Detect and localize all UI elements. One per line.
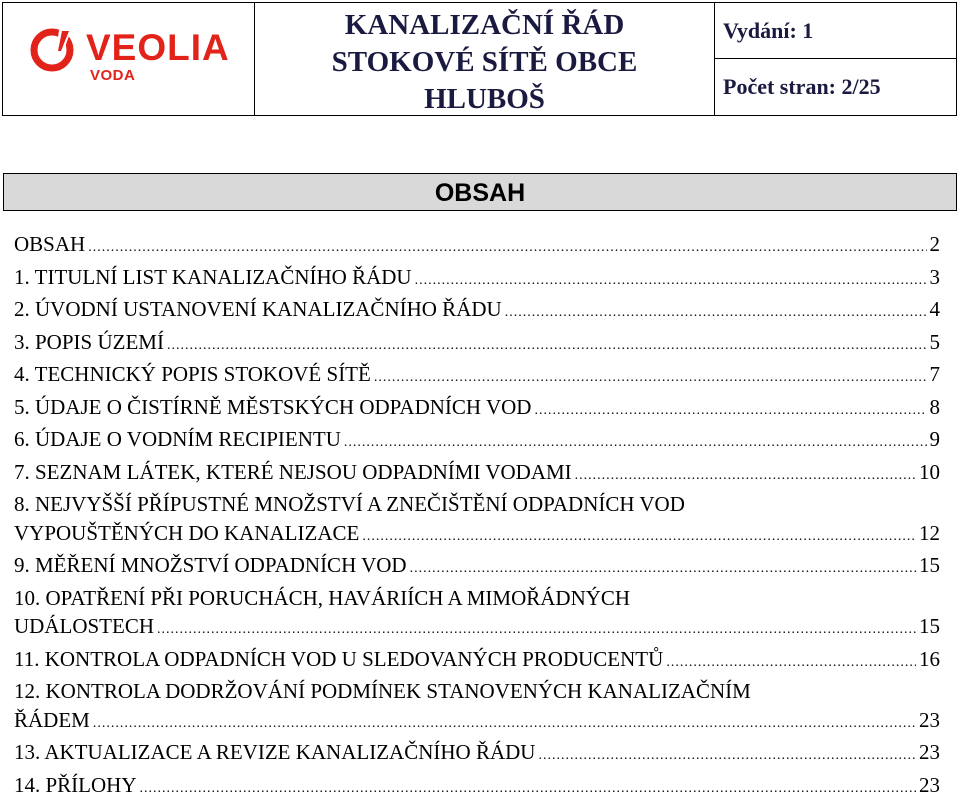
toc-entry-line — [14, 458, 940, 491]
toc-entry-title: 14. PŘÍLOHY — [14, 771, 137, 800]
toc-entry-title-line: 8. NEJVYŠŠÍ PŘÍPUSTNÉ MNOŽSTVÍ A ZNEČIŠTĚNÍ ODPADNÍCH VOD — [14, 490, 940, 519]
toc-entry-title: 2. ÚVODNÍ USTANOVENÍ KANALIZAČNÍHO ŘÁDU — [14, 295, 502, 324]
toc-entry[interactable] — [14, 677, 940, 738]
toc-entry[interactable] — [14, 328, 940, 361]
title-line: STOKOVÉ SÍTĚ OBCE — [255, 44, 714, 81]
toc-page-number: 15 — [919, 551, 940, 580]
toc-entry-line — [14, 519, 940, 552]
page-count-label: Počet stran: 2/25 — [715, 59, 956, 115]
toc-entry-title: 6. ÚDAJE O VODNÍM RECIPIENTU — [14, 425, 341, 454]
company-logo — [3, 3, 255, 115]
edition-label: Vydání: 1 — [715, 3, 956, 59]
document-header — [2, 2, 957, 116]
toc-page-number: 5 — [930, 328, 941, 357]
toc-entry-title-line: 12. KONTROLA DODRŽOVÁNÍ PODMÍNEK STANOVENÝCH KANALIZAČNÍM — [14, 677, 940, 706]
toc-dot-leader — [666, 649, 916, 678]
document-title — [255, 3, 715, 115]
toc-page-number: 7 — [930, 360, 941, 389]
toc-entry[interactable] — [14, 360, 940, 393]
toc-page-number: 16 — [919, 645, 940, 674]
toc-entry-title: UDÁLOSTECH — [14, 612, 154, 641]
toc-entry[interactable] — [14, 458, 940, 491]
toc-dot-leader — [534, 397, 926, 426]
toc-entry-line — [14, 612, 940, 645]
toc-page-number: 9 — [930, 425, 941, 454]
toc-entry[interactable] — [14, 425, 940, 458]
toc-dot-leader — [157, 616, 916, 645]
toc-dot-leader — [415, 267, 927, 296]
toc-dot-leader — [344, 429, 927, 458]
toc-entry-title: 11. KONTROLA ODPADNÍCH VOD U SLEDOVANÝCH PRODUCENTŮ — [14, 645, 663, 674]
toc-page-number: 12 — [919, 519, 940, 548]
toc-dot-leader — [140, 775, 916, 803]
toc-page-number: 2 — [930, 230, 941, 259]
veolia-logo-icon — [29, 27, 79, 73]
toc-entry-title: 7. SEZNAM LÁTEK, KTERÉ NEJSOU ODPADNÍMI VODAMI — [14, 458, 572, 487]
document-meta — [715, 3, 956, 115]
toc-page-number: 23 — [919, 738, 940, 767]
toc-dot-leader — [362, 523, 916, 552]
toc-entry[interactable] — [14, 263, 940, 296]
toc-entry[interactable] — [14, 490, 940, 551]
logo-wordmark: VEOLIA — [86, 29, 230, 66]
toc-entry-line — [14, 551, 940, 584]
toc-page-number: 10 — [919, 458, 940, 487]
toc-entry-line — [14, 425, 940, 458]
toc-page-number: 23 — [919, 771, 940, 800]
toc-entry-line — [14, 738, 940, 771]
toc-entry-line — [14, 393, 940, 426]
toc-dot-leader — [505, 299, 927, 328]
toc-page-number: 4 — [930, 295, 941, 324]
toc-entry-title-line: 10. OPATŘENÍ PŘI PORUCHÁCH, HAVÁRIÍCH A MIMOŘÁDNÝCH — [14, 584, 940, 613]
toc-entry[interactable] — [14, 393, 940, 426]
toc-entry-line — [14, 230, 940, 263]
toc-entry-title: VYPOUŠTĚNÝCH DO KANALIZACE — [14, 519, 359, 548]
toc-entry-line — [14, 295, 940, 328]
toc-entry[interactable] — [14, 645, 940, 678]
toc-entry[interactable] — [14, 295, 940, 328]
toc-entry-title: 4. TECHNICKÝ POPIS STOKOVÉ SÍTĚ — [14, 360, 371, 389]
toc-dot-leader — [410, 555, 916, 584]
toc-entry-line — [14, 263, 940, 296]
toc-page-number: 8 — [930, 393, 941, 422]
toc-page-number: 15 — [919, 612, 940, 641]
toc-entry[interactable] — [14, 771, 940, 803]
title-line: HLUBOŠ — [255, 81, 714, 118]
title-line: KANALIZAČNÍ ŘÁD — [255, 7, 714, 44]
toc-dot-leader — [88, 234, 926, 263]
toc-entry[interactable] — [14, 738, 940, 771]
toc-entry-line — [14, 645, 940, 678]
logo-subtitle: VODA — [90, 67, 135, 84]
toc-dot-leader — [93, 710, 916, 739]
toc-entry-title: OBSAH — [14, 230, 85, 259]
section-heading: OBSAH — [3, 173, 957, 211]
toc-entry[interactable] — [14, 584, 940, 645]
toc-dot-leader — [374, 364, 927, 393]
toc-entry-title: 1. TITULNÍ LIST KANALIZAČNÍHO ŘÁDU — [14, 263, 412, 292]
toc-entry-title: 9. MĚŘENÍ MNOŽSTVÍ ODPADNÍCH VOD — [14, 551, 407, 580]
toc-entry-title: 3. POPIS ÚZEMÍ — [14, 328, 164, 357]
toc-entry-line — [14, 771, 940, 803]
table-of-contents — [14, 230, 940, 803]
toc-entry[interactable] — [14, 230, 940, 263]
toc-entry-title: ŘÁDEM — [14, 706, 90, 735]
toc-page-number: 23 — [919, 706, 940, 735]
toc-entry-line — [14, 328, 940, 361]
toc-dot-leader — [575, 462, 916, 491]
toc-entry-line — [14, 360, 940, 393]
toc-entry[interactable] — [14, 551, 940, 584]
toc-entry-title: 13. AKTUALIZACE A REVIZE KANALIZAČNÍHO ŘÁDU — [14, 738, 535, 767]
toc-dot-leader — [538, 742, 916, 771]
toc-entry-line — [14, 706, 940, 739]
toc-entry-title: 5. ÚDAJE O ČISTÍRNĚ MĚSTSKÝCH ODPADNÍCH VOD — [14, 393, 531, 422]
toc-page-number: 3 — [930, 263, 941, 292]
toc-dot-leader — [167, 332, 927, 361]
